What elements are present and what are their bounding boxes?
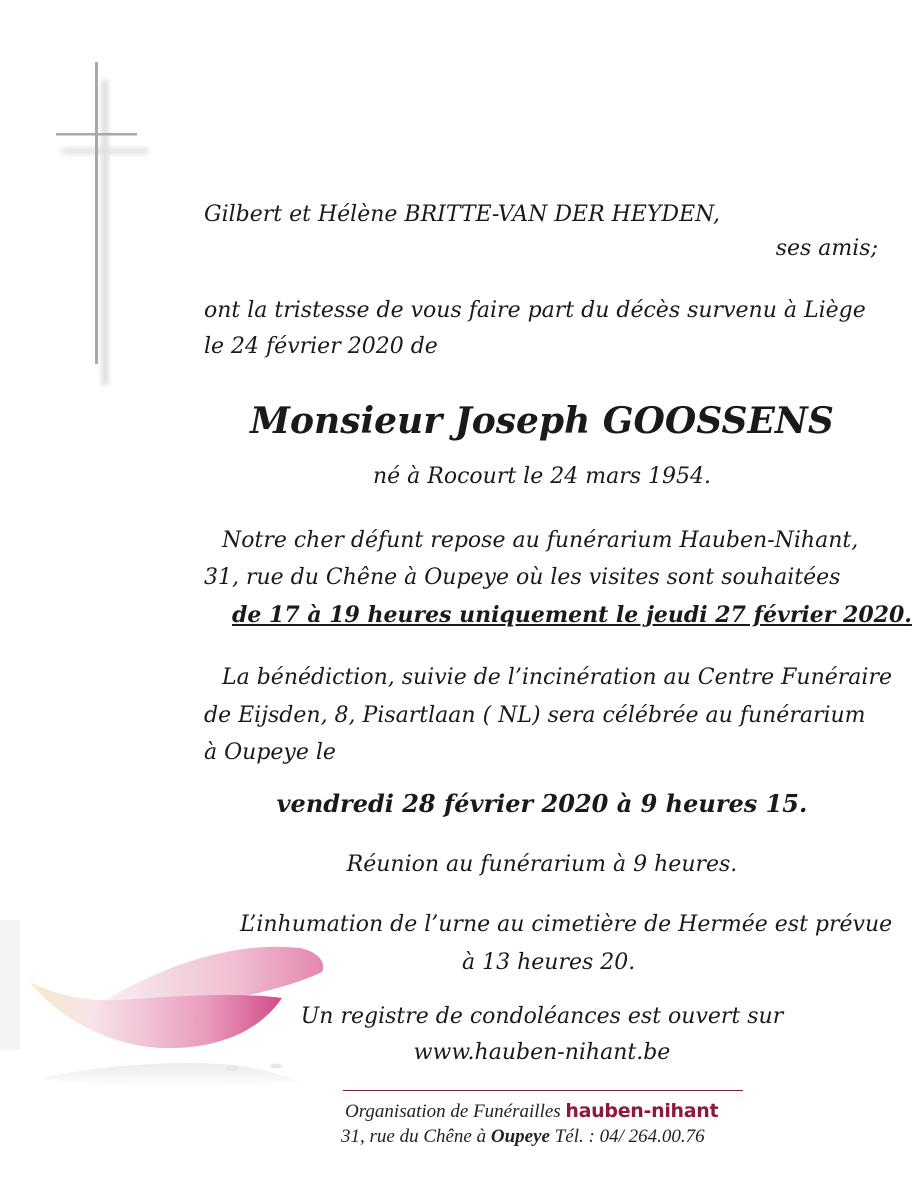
cross-icon bbox=[50, 60, 160, 390]
footer-organisation bbox=[345, 1100, 718, 1123]
footer-address bbox=[341, 1126, 705, 1148]
ceremony-line-3: à Oupeye le bbox=[204, 740, 336, 765]
registry-url[interactable]: www.hauben-nihant.be bbox=[413, 1040, 671, 1065]
footer-town: Oupeye bbox=[490, 1126, 550, 1147]
footer-phone: Tél. : 04/ 264.00.76 bbox=[554, 1126, 705, 1147]
ceremony-line-1: La bénédiction, suivie de l’incinération au Centre Funéraire bbox=[222, 665, 892, 690]
ceremony-date: vendredi 28 février 2020 à 9 heures 15. bbox=[276, 789, 808, 818]
burial-line-1: L’inhumation de l’urne au cimetière de Hermée est prévue bbox=[240, 912, 893, 937]
footer-divider bbox=[343, 1090, 743, 1091]
gathering-info: Réunion au funérarium à 9 heures. bbox=[346, 852, 738, 877]
ceremony-line-2: de Eijsden, 8, Pisartlaan ( NL) sera célébrée au funérarium bbox=[204, 703, 866, 728]
visitation-line-1: Notre cher défunt repose au funérarium Hauben-Nihant, bbox=[222, 528, 859, 553]
family-friends: ses amis; bbox=[775, 236, 878, 261]
visitation-line-2: 31, rue du Chêne à Oupeye où les visites sont souhaitées bbox=[204, 565, 841, 590]
footer-address-prefix: 31, rue du Chêne à bbox=[341, 1126, 487, 1147]
family-names: Gilbert et Hélène BRITTE-VAN DER HEYDEN, bbox=[204, 202, 720, 227]
brand-logo: hauben-nihant bbox=[565, 1100, 719, 1122]
birth-info: né à Rocourt le 24 mars 1954. bbox=[373, 464, 711, 489]
deceased-name: Monsieur Joseph GOOSSENS bbox=[250, 400, 834, 442]
footer-org-prefix: Organisation de Funérailles bbox=[345, 1101, 561, 1122]
visitation-hours: de 17 à 19 heures uniquement le jeudi 27 février 2020. bbox=[232, 602, 912, 628]
burial-line-2: à 13 heures 20. bbox=[462, 950, 636, 975]
registry-line: Un registre de condoléances est ouvert sur bbox=[300, 1004, 784, 1029]
announcement-line-1: ont la tristesse de vous faire part du décès survenu à Liège bbox=[204, 298, 866, 323]
announcement-line-2: le 24 février 2020 de bbox=[204, 334, 438, 359]
